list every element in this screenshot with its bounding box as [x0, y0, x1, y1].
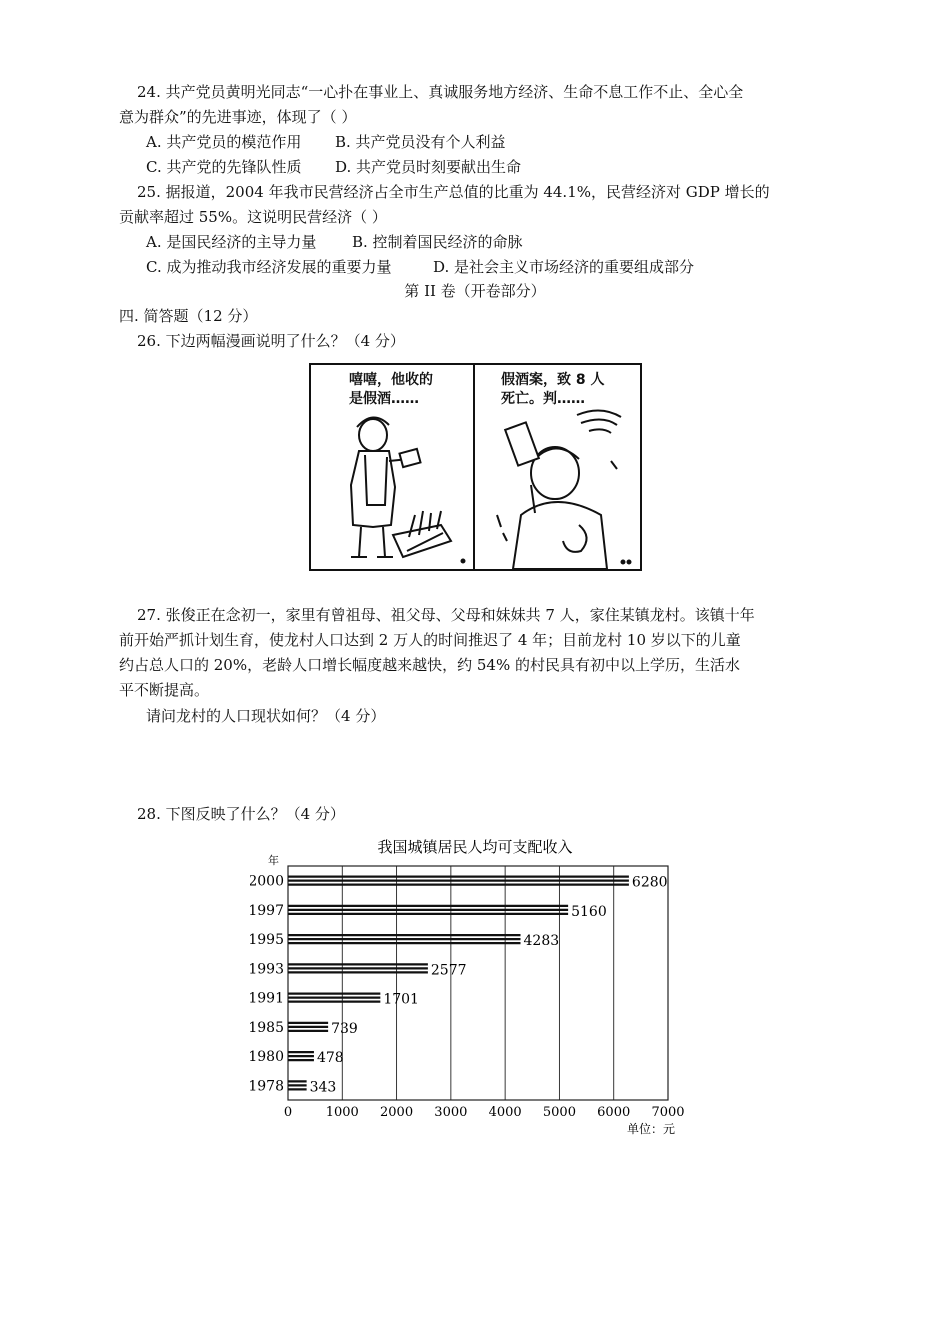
chart-data-label: 1701 — [383, 991, 419, 1008]
chart-data-label: 2577 — [430, 962, 467, 979]
chart-y-tick-label: 1980 — [250, 1049, 284, 1066]
q25-option-b: B. 控制着国民经济的命脉 — [352, 233, 523, 251]
q24-line2: 意为群众”的先进事迹，体现了（ ） — [119, 108, 357, 126]
chart-data-label: 478 — [316, 1050, 344, 1067]
cartoon-drawing — [311, 365, 640, 569]
income-chart — [250, 830, 700, 1144]
q25-option-c: C. 成为推动我市经济发展的重要力量 — [146, 258, 392, 276]
section-four-heading: 四. 简答题（12 分） — [119, 307, 258, 325]
chart-x-tick-label: 3000 — [434, 1105, 468, 1120]
chart-data-label: 4283 — [523, 933, 560, 950]
q24-line1: 24. 共产党员黄明光同志“一心扑在事业上、真诚服务地方经济、生命不息工作不止、全心全 — [137, 83, 744, 101]
chart-data-label: 5160 — [571, 903, 607, 920]
chart-y-tick-label: 1991 — [250, 990, 284, 1007]
chart-y-tick-label: 2000 — [250, 873, 284, 890]
section-title: 第 II 卷（开卷部分） — [404, 282, 546, 300]
chart-bar — [288, 935, 521, 943]
chart-x-tick-label: 5000 — [542, 1105, 576, 1120]
q27-question: 请问龙村的人口现状如何？（4 分） — [146, 707, 386, 725]
q25-option-a: A. 是国民经济的主导力量 — [146, 233, 317, 251]
q25-option-d: D. 是社会主义市场经济的重要组成部分 — [433, 258, 695, 276]
chart-bar — [288, 1023, 328, 1031]
q24-option-b: B. 共产党员没有个人利益 — [335, 133, 506, 151]
q26-text: 26. 下边两幅漫画说明了什么？（4 分） — [137, 332, 405, 350]
chart-frame — [288, 866, 668, 1100]
chart-data-label: 739 — [331, 1020, 358, 1037]
income-bar-chart — [250, 830, 700, 1140]
q27-line2: 前开始严抓计划生育，使龙村人口达到 2 万人的时间推迟了 4 年；目前龙村 10 岁以下的儿童 — [119, 631, 741, 649]
chart-x-tick-label: 6000 — [597, 1105, 631, 1120]
chart-y-tick-label: 1978 — [250, 1078, 284, 1095]
chart-x-tick-label: 4000 — [488, 1105, 522, 1120]
cartoon-right-caption: 假酒案，致 8 人 死亡。判…… — [501, 372, 605, 407]
chart-bar — [288, 906, 568, 914]
chart-bar — [288, 994, 380, 1002]
chart-title: 我国城镇居民人均可支配收入 — [377, 838, 573, 856]
chart-x-tick-label: 2000 — [380, 1105, 414, 1120]
q25-line1: 25. 据报道，2004 年我市民营经济占全市生产总值的比重为 44.1%，民营经济对 GDP 增长的 — [137, 183, 770, 201]
chart-bar — [288, 1081, 307, 1089]
q24-option-c: C. 共产党的先锋队性质 — [146, 158, 302, 176]
chart-data-label: 343 — [309, 1079, 337, 1096]
chart-y-tick-label: 1993 — [250, 961, 284, 978]
q27-line1: 27. 张俊正在念初一，家里有曾祖母、祖父母、父母和妹妹共 7 人，家住某镇龙村。该镇十年 — [137, 606, 755, 624]
q24-option-d: D. 共产党员时刻要献出生命 — [335, 158, 522, 176]
q28-text: 28. 下图反映了什么？（4 分） — [137, 805, 345, 823]
chart-bar — [288, 964, 428, 972]
chart-y-tick-label: 1995 — [250, 932, 284, 949]
q25-line2: 贡献率超过 55%。这说明民营经济（ ） — [119, 208, 387, 226]
chart-x-tick-label: 7000 — [651, 1105, 685, 1120]
chart-y-tick-label: 1997 — [250, 902, 284, 919]
chart-bar — [288, 1052, 314, 1060]
chart-bar — [288, 877, 629, 885]
chart-y-tick-label: 1985 — [250, 1019, 284, 1036]
q27-line4: 平不断提高。 — [119, 681, 210, 699]
chart-y-axis-label: 年 — [268, 854, 279, 867]
chart-data-label: 6280 — [631, 874, 668, 891]
chart-unit-label: 单位：元 — [626, 1122, 675, 1136]
cartoon-illustration — [309, 363, 642, 571]
chart-x-tick-label: 0 — [283, 1105, 293, 1120]
q27-line3: 约占总人口的 20%，老龄人口增长幅度越来越快，约 54% 的村民具有初中以上学历，生活水 — [119, 656, 740, 674]
chart-x-tick-label: 1000 — [325, 1105, 359, 1120]
cartoon-left-caption: 嘻嘻，他收的 是假酒…… — [349, 372, 433, 407]
q24-option-a: A. 共产党员的模范作用 — [146, 133, 302, 151]
